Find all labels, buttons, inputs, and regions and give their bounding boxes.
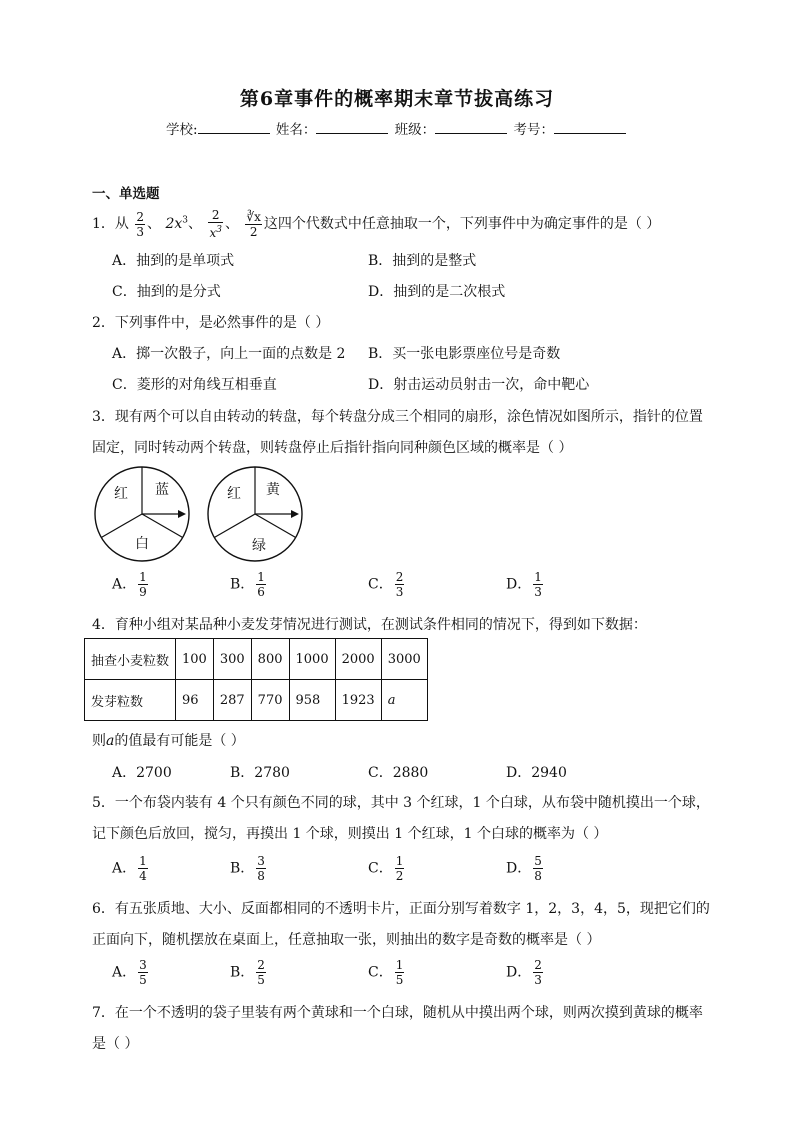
exam-no-blank[interactable] [554,121,626,134]
spinner-1-white: 白 [135,536,149,552]
question-4-followup: 则a的值最有可能是（ ） [92,733,245,749]
page-title: 第6章事件的概率期末章节拔高练习 [239,88,555,110]
class-blank[interactable] [435,121,507,134]
q3-option-d[interactable]: D． $\frac{1}{3}$ [506,570,542,599]
q6-option-b[interactable]: B． $\frac{2}{5}$ [230,958,265,987]
q1-number: 1．从 [92,216,129,232]
exam-no-label: 考号： [513,122,554,138]
q1-term-2: 2x [165,216,183,232]
q1-exponent: 3 [182,215,189,226]
q1-sep: 、 [224,216,239,232]
section-heading: 一、单选题 [92,186,160,202]
spinner-2-yellow: 黄 [266,482,280,498]
school-label: 学校: [166,122,198,138]
table-cell: 发芽粒数 [85,680,176,721]
q1-frac-4: $\frac{∛x}{2}$ [246,209,261,239]
class-label: 班级： [394,122,436,138]
q5-option-a[interactable]: A． $\frac{1}{4}$ [112,854,147,883]
table-cell: 96 [176,680,214,721]
question-2: 2．下列事件中，是必然事件的是（ ） [92,315,330,331]
q5-option-b[interactable]: B． $\frac{3}{8}$ [230,854,265,883]
name-label: 姓名： [275,122,317,138]
table-cell: 958 [289,680,335,721]
question-3-line-2: 固定，同时转动两个转盘，则转盘停止后指针指向同种颜色区域的概率是（ ） [92,440,573,456]
spinner-1-blue: 蓝 [155,482,169,498]
school-blank[interactable] [198,121,270,134]
table-cell: 1000 [289,639,335,680]
spinner-2-green: 绿 [252,538,266,554]
student-info-line [0,118,794,138]
table-cell: a [381,680,427,721]
q1-sep: 、 [147,216,162,232]
q4-option-b[interactable]: B．2780 [230,765,290,781]
table-cell: 100 [176,639,214,680]
table-row [85,680,428,721]
name-blank[interactable] [316,121,388,134]
question-7-line-1: 7．在一个不透明的袋子里装有两个黄球和一个白球，随机从中摸出两个球，则两次摸到黄球的概率 [92,1005,703,1021]
q1-frac-3: $\frac{2}{x^3}$ [209,208,222,240]
spinner-1-red: 红 [114,486,128,502]
germination-table [84,638,428,721]
q1-option-c[interactable]: C．抽到的是分式 [112,284,221,300]
q1-frac-1: $\frac{2}{3}$ [136,209,145,239]
q5-option-c[interactable]: C． $\frac{1}{2}$ [368,854,404,883]
question-1 [92,208,660,240]
q1-option-d[interactable]: D．抽到的是二次根式 [368,284,506,300]
q2-option-d[interactable]: D．射击运动员射击一次，命中靶心 [368,377,590,393]
q5-option-d[interactable]: D． $\frac{5}{8}$ [506,854,542,883]
table-cell: 287 [213,680,251,721]
q1-sep: 、 [188,216,203,232]
q4-option-c[interactable]: C．2880 [368,765,429,781]
spinner-2-red: 红 [227,486,241,502]
table-cell: 抽查小麦粒数 [85,639,176,680]
question-6-line-2: 正面向下，随机摆放在桌面上，任意抽取一张，则抽出的数字是奇数的概率是（ ） [92,932,601,948]
q6-option-a[interactable]: A． $\frac{3}{5}$ [112,958,147,987]
question-5-line-1: 5．一个布袋内装有 4 个只有颜色不同的球，其中 3 个红球，1 个白球，从布袋中随机摸出一个球， [92,795,710,811]
table-cell: 3000 [381,639,427,680]
table-cell: 770 [251,680,289,721]
table-cell: 2000 [335,639,381,680]
question-7-line-2: 是（ ） [92,1036,139,1052]
spinner-2-figure [205,464,305,564]
q4-option-a[interactable]: A．2700 [112,765,172,781]
q2-option-a[interactable]: A．掷一次骰子，向上一面的点数是 2 [112,346,346,362]
table-cell: 800 [251,639,289,680]
table-cell: 1923 [335,680,381,721]
question-3-line-1: 3．现有两个可以自由转动的转盘，每个转盘分成三个相同的扇形，涂色情况如图所示，指针的位置 [92,409,703,425]
table-cell: 300 [213,639,251,680]
q2-option-b[interactable]: B．买一张电影票座位号是奇数 [368,346,561,362]
q1-text: 这四个代数式中任意抽取一个，下列事件中为确定事件的是（ ） [263,216,661,232]
question-5-line-2: 记下颜色后放回，搅匀，再摸出 1 个球，则摸出 1 个红球，1 个白球的概率为（ ） [92,826,608,842]
q6-option-d[interactable]: D． $\frac{2}{3}$ [506,958,542,987]
q1-option-a[interactable]: A．抽到的是单项式 [112,253,235,269]
q3-option-b[interactable]: B． $\frac{1}{6}$ [230,570,265,599]
q2-option-c[interactable]: C．菱形的对角线互相垂直 [112,377,277,393]
q3-option-c[interactable]: C． $\frac{2}{3}$ [368,570,404,599]
question-6-line-1: 6．有五张质地、大小、反面都相同的不透明卡片，正面分别写着数字 1，2，3，4，5，现把它们的 [92,901,710,917]
table-row [85,639,428,680]
q3-option-a[interactable]: A． $\frac{1}{9}$ [112,570,147,599]
q1-option-b[interactable]: B．抽到的是整式 [368,253,477,269]
q4-option-d[interactable]: D．2940 [506,765,567,781]
q6-option-c[interactable]: C． $\frac{1}{5}$ [368,958,404,987]
question-4: 4．育种小组对某品种小麦发芽情况进行测试，在测试条件相同的情况下，得到如下数据： [92,617,647,633]
spinner-1-figure [92,464,192,564]
